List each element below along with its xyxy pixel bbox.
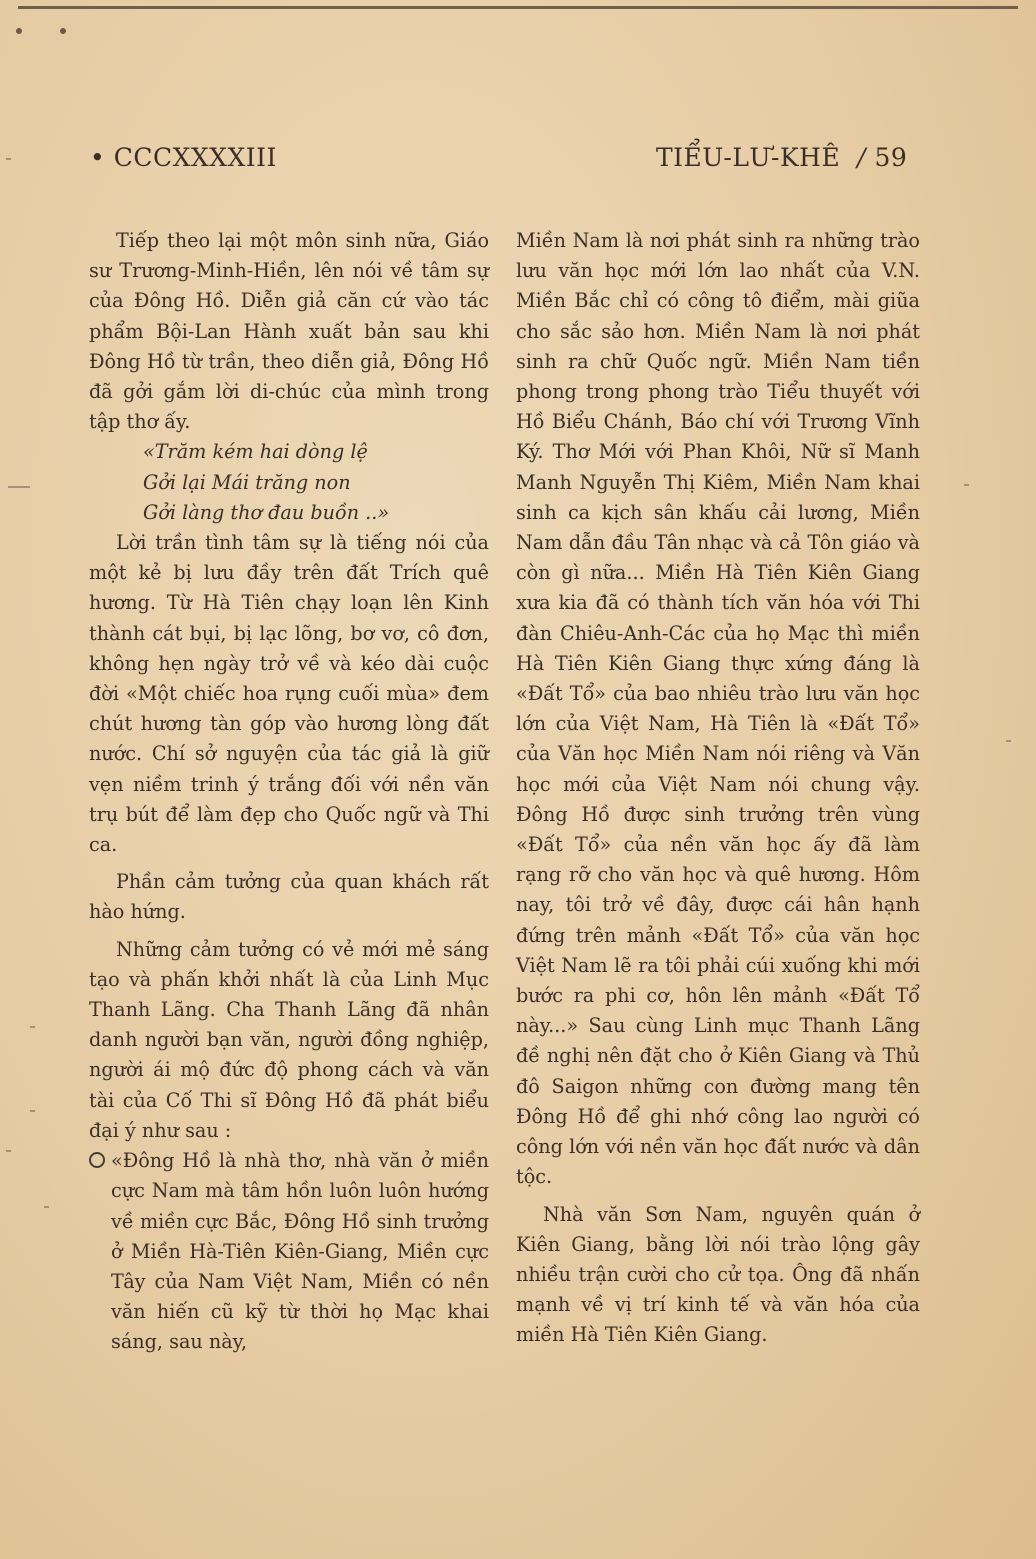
paragraph: «Đông Hồ là nhà thơ, nhà văn ở miền cực Nam mà tâm hồn luôn luôn hướng về miền cực Bắc, Đông Hồ sinh trưởng ở Miền Hà-Tiên Kiên-Giang, Miền cực Tây của Nam Việt Nam, Miền có nền văn hiến cũ kỹ từ thời họ Mạc khai sáng, sau này,: [111, 1149, 489, 1354]
header-section-number: CCCXXXXIII: [113, 143, 277, 172]
verse-quote: [89, 437, 489, 528]
verse-line: Gởi lại Mái trăng non: [143, 470, 351, 494]
header-title: TIỂU-LƯ-KHÊ: [656, 143, 841, 172]
right-column: [516, 226, 920, 1351]
margin-mark: [44, 1206, 49, 1208]
paragraph: Những cảm tưởng có vẻ mới mẻ sáng tạo và phấn khởi nhất là của Linh Mục Thanh Lãng. Cha Thanh Lãng đã nhân danh người bạn văn, người đồng nghiệp, người ái mộ đức độ phong cách và văn tài của Cố Thi sĩ Đông Hồ đã phát biểu đại ý như sau :: [89, 937, 489, 1142]
paragraph: Phần cảm tưởng của quan khách rất hào hứng.: [89, 870, 489, 924]
margin-mark: [964, 484, 969, 486]
quoted-paragraph: [89, 1146, 489, 1357]
page-number: 59: [874, 143, 908, 172]
margin-dot: [60, 28, 66, 34]
margin-dot: [16, 28, 22, 34]
paragraph: Nhà văn Sơn Nam, nguyên quán ở Kiên Giang, bằng lời nói trào lộng gây nhiều trận cười cho cử tọa. Ông đã nhấn mạnh về vị trí kinh tế và văn hóa của miền Hà Tiên Kiên Giang.: [516, 1202, 920, 1347]
margin-mark: [1006, 740, 1011, 742]
paragraph: Miền Nam là nơi phát sinh ra những trào lưu văn học mới lớn lao nhất của V.N. Miền Bắc chỉ có công tô điểm, mài giũa cho sắc sảo hơn. Miền Nam là nơi phát sinh ra chữ Quốc ngữ. Miền Nam tiền phong trong phong trào Tiểu thuyết với Hồ Biểu Chánh, Báo chí với Trương Vĩnh Ký. Thơ Mới với Phan Khôi, Nữ sĩ Manh Manh Nguyễn Thị Kiêm, Miền Nam khai sinh ca kịch sân khấu cải lương, Miền Nam dẫn đầu Tân nhạc và cả Tôn giáo và còn gì nữa... Miền Hà Tiên Kiên Giang xưa kia đã có thành tích văn hóa với Thi đàn Chiêu-Anh-Các của họ Mạc thì miền Hà Tiên Kiên Giang thực xứng đáng là «Đất Tổ» của bao nhiêu trào lưu văn học lớn của Việt Nam, Hà Tiên là «Đất Tổ» của Văn học Miền Nam nói riêng và Văn học mới của Việt Nam nói chung vậy. Đông Hồ được sinh trưởng trên vùng «Đất Tổ» của nền văn học ấy đã làm rạng rỡ cho văn học và quê hương. Hôm nay, tôi trở về đây, được cái hân hạnh đứng trên mảnh «Đất Tổ» của văn học Việt Nam lẽ ra tôi phải cúi xuống khi mới bước ra phi cơ, hôn lên mảnh «Đất Tổ này...» Sau cùng Linh mục Thanh Lãng đề nghị nên đặt cho ở Kiên Giang và Thủ đô Saigon những con đường mang tên Đông Hồ để ghi nhớ công lao người có công lớn với nền văn học đất nước và dân tộc.: [516, 229, 920, 1189]
margin-mark: [6, 1150, 11, 1152]
margin-mark: [30, 1110, 35, 1112]
margin-mark: [30, 1026, 35, 1028]
left-column: [89, 226, 489, 1358]
paragraph: Lời trần tình tâm sự là tiếng nói của một kẻ bị lưu đầy trên đất Trích quê hương. Từ Hà Tiên chạy loạn lên Kinh thành cát bụi, bị lạc lõng, bơ vơ, cô đơn, không hẹn ngày trở về và kéo dài cuộc đời «Một chiếc hoa rụng cuối mùa» đem chút hương tàn góp vào hương lòng đất nước. Chí sở nguyện của tác giả là giữ vẹn niềm trinh ý trắng đối với nền văn trụ bút để làm đẹp cho Quốc ngữ và Thi ca.: [89, 531, 489, 857]
verse-line: «Trăm kém hai dòng lệ: [143, 440, 368, 464]
top-rule: [18, 6, 1018, 9]
bullet-icon: [89, 1152, 105, 1168]
page-header-right: TIỂU-LƯ-KHÊ / 59: [656, 143, 908, 172]
margin-mark: [6, 158, 11, 160]
verse-line: Gởi làng thơ đau buồn ..»: [143, 500, 390, 524]
page-header-left: • CCCXXXXIII: [90, 143, 277, 172]
paragraph: Tiếp theo lại một môn sinh nữa, Giáo sư Trương-Minh-Hiền, lên nói về tâm sự của Đông Hồ. Diễn giả căn cứ vào tác phẩm Bội-Lan Hành xuất bản sau khi Đông Hồ từ trần, theo diễn giả, Đông Hồ đã gởi gắm lời di-chúc của mình trong tập thơ ấy.: [89, 229, 489, 434]
margin-mark: [8, 486, 30, 488]
